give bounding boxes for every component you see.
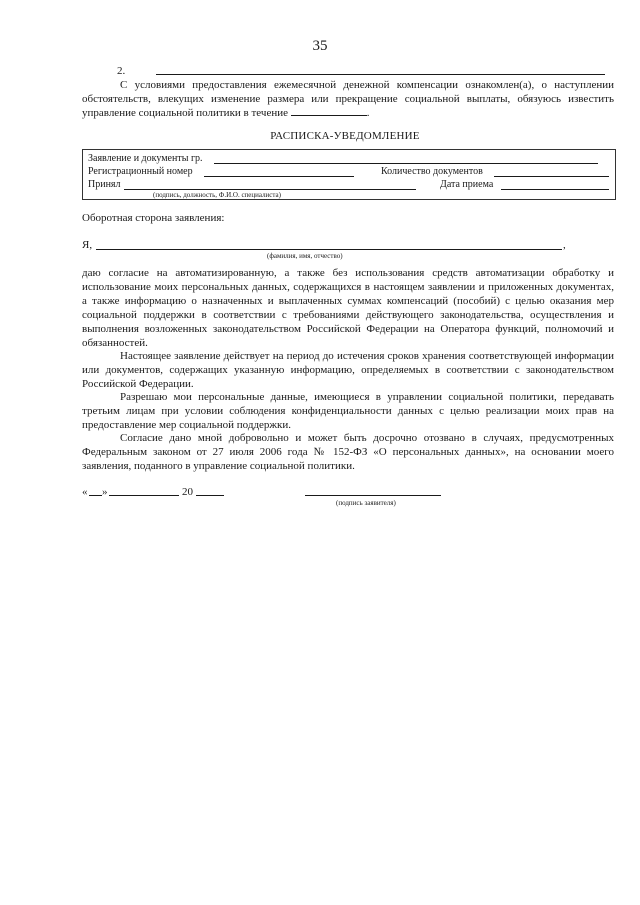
full-name-line[interactable] xyxy=(96,249,562,250)
accepted-label: Принял xyxy=(88,179,121,190)
notice-period-line[interactable] xyxy=(291,106,367,116)
signature-caption: (подпись заявителя) xyxy=(336,499,396,507)
revocation-paragraph: Согласие дано мной добровольно и может быть досрочно отозвано в случаях, предусмотренных Федеральным законом от 27 июля 2006 года № 152-ФЗ «О персональных данных», на основании моего заявления, поданного в управление социальной политики. xyxy=(82,432,614,472)
date-label: Дата приема xyxy=(440,179,494,190)
item-number: 2. xyxy=(117,65,126,77)
year-line[interactable] xyxy=(196,495,224,496)
compensation-notice xyxy=(82,78,614,120)
applicant-name-line[interactable] xyxy=(214,163,598,164)
page-number: 35 xyxy=(312,38,328,54)
specialist-caption: (подпись, должность, Ф.И.О. специалиста) xyxy=(153,191,281,199)
reg-number-line[interactable] xyxy=(204,176,354,177)
consent-paragraph: даю согласие на автоматизированную, а также без использования средств автоматизации обработку и использование моих персональных данных, содержащихся в настоящем заявлении и приложенных документах, а также информацию о назначенных и выплаченных суммах компенсаций (пособий) с целью оказания мер социальной поддержки в соответствии с требованиями действующего законодательства, осуществления и выполнения возложенных законодательством Российской Федерации на Оператора функций, полномочий и обязанностей. xyxy=(82,267,614,349)
notice-end: . xyxy=(366,107,370,119)
item-2-field-line[interactable] xyxy=(156,74,605,75)
validity-paragraph: Настоящее заявление действует на период до истечения сроков хранения соответствующей информации или документов, содержащих указанную информацию, определяемых в соответствии с законодательством Российской Федерации. xyxy=(82,350,614,390)
month-line[interactable] xyxy=(109,495,179,496)
transfer-paragraph: Разрешаю мои персональные данные, имеющиеся в управлении социальной политики, передавать третьим лицам при условии соблюдения конфиденциальности данных с целью реализации моих прав на предоставление мер социальной поддержки. xyxy=(82,391,614,431)
comma: , xyxy=(563,239,566,251)
reg-number-label: Регистрационный номер xyxy=(88,166,193,177)
year-prefix: 20 xyxy=(182,486,193,498)
reverse-side-heading: Оборотная сторона заявления: xyxy=(82,212,225,224)
accept-date-line[interactable] xyxy=(501,189,609,190)
accepted-line[interactable] xyxy=(124,189,416,190)
receipt-title: РАСПИСКА-УВЕДОМЛЕНИЕ xyxy=(270,130,420,142)
doc-count-line[interactable] xyxy=(494,176,609,177)
i-prefix: Я, xyxy=(82,239,93,251)
day-line[interactable] xyxy=(89,495,102,496)
doc-count-label: Количество документов xyxy=(381,166,483,177)
signature-line[interactable] xyxy=(305,495,441,496)
compensation-notice-text: С условиями предоставления ежемесячной денежной компенсации ознакомлен(а), о наступлении обстоятельств, влекущих изменение размера или прекращение социальной выплаты, обязуюсь известить управление социальной политики в течение xyxy=(82,79,614,119)
applicant-label: Заявление и документы гр. xyxy=(88,153,203,164)
date-open-quote: « xyxy=(82,486,88,498)
name-caption: (фамилия, имя, отчество) xyxy=(267,252,343,260)
receipt-box xyxy=(82,149,616,200)
date-close-quote: » xyxy=(102,486,108,498)
